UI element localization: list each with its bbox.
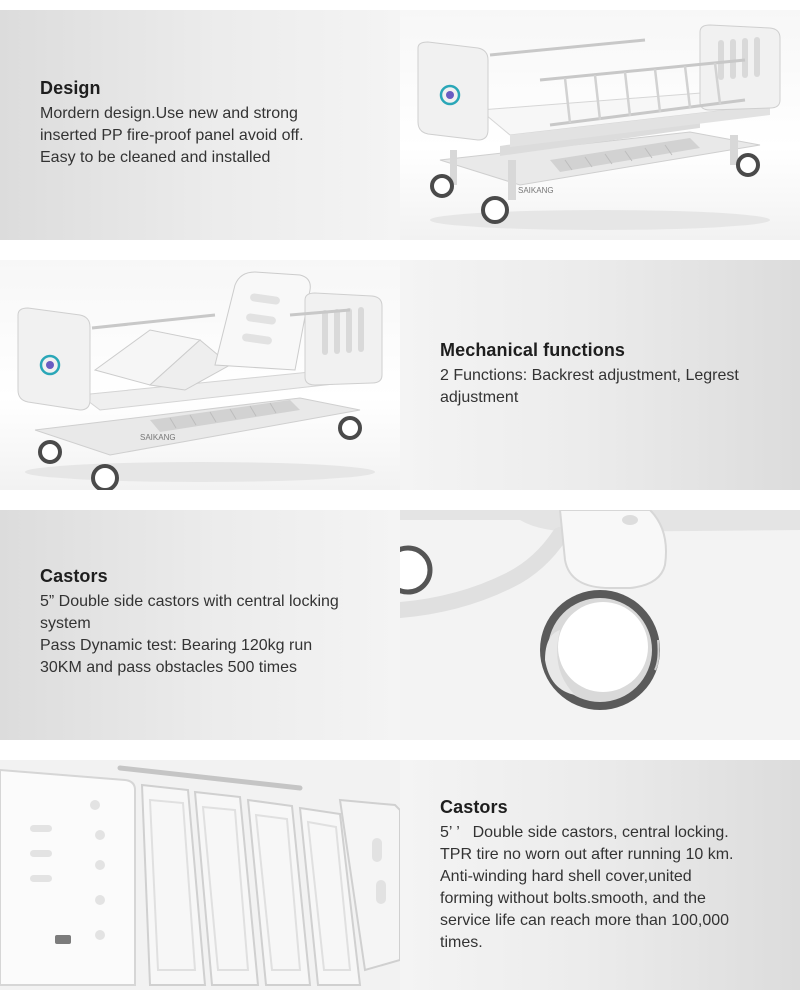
castors-text-panel [0,510,400,740]
castors-line: 5” Double side castors with central locking [40,593,339,610]
castors-line: 30KM and pass obstacles 500 times [40,659,298,676]
castors-details-line: 5’ ’ Double side castors, central locking. [440,824,729,841]
castors-details-text-panel [400,760,800,990]
mechanical-title: Mechanical functions [440,340,626,360]
castors-details-line: Anti-winding hard shell cover,united [440,868,692,885]
mechanical-bed-image [0,260,400,490]
castors-details-line: service life can reach more than 100,000 [440,912,730,929]
castors-details-title: Castors [440,797,508,817]
section-mechanical-functions [0,260,800,490]
castors-line: system [40,615,91,632]
design-line: Mordern design.Use new and strong [40,105,298,122]
mechanical-description [440,365,786,409]
design-line: inserted PP fire-proof panel avoid off. [40,127,304,144]
brand-label: SAIKANG [518,186,554,195]
mechanical-line: adjustment [440,389,519,406]
mechanical-text-panel [400,260,800,490]
castors-details-line: times. [440,934,483,951]
castor-closeup-image [400,510,800,740]
mechanical-line: 2 Functions: Backrest adjustment, Legrest [440,367,739,384]
castors-details-line: forming without bolts.smooth, and the [440,890,706,907]
castor-wheel-illustration [400,510,800,740]
design-description [40,103,386,169]
design-title: Design [40,78,101,98]
brand-label: SAIKANG [140,433,176,442]
section-castors [0,510,800,740]
adjustable-bed-illustration [0,260,400,490]
bed-panels-image [0,760,400,990]
castors-details-description [440,822,786,954]
castors-title: Castors [40,566,108,586]
design-text-panel [0,10,400,240]
castors-description [40,591,386,679]
hospital-bed-illustration [400,10,800,240]
design-bed-image [400,10,800,240]
bed-deck-panels-illustration [0,760,400,990]
design-line: Easy to be cleaned and installed [40,149,271,166]
section-castors-details [0,760,800,990]
castors-details-line: TPR tire no worn out after running 10 km. [440,846,734,863]
castors-line: Pass Dynamic test: Bearing 120kg run [40,637,313,654]
section-design [0,10,800,240]
